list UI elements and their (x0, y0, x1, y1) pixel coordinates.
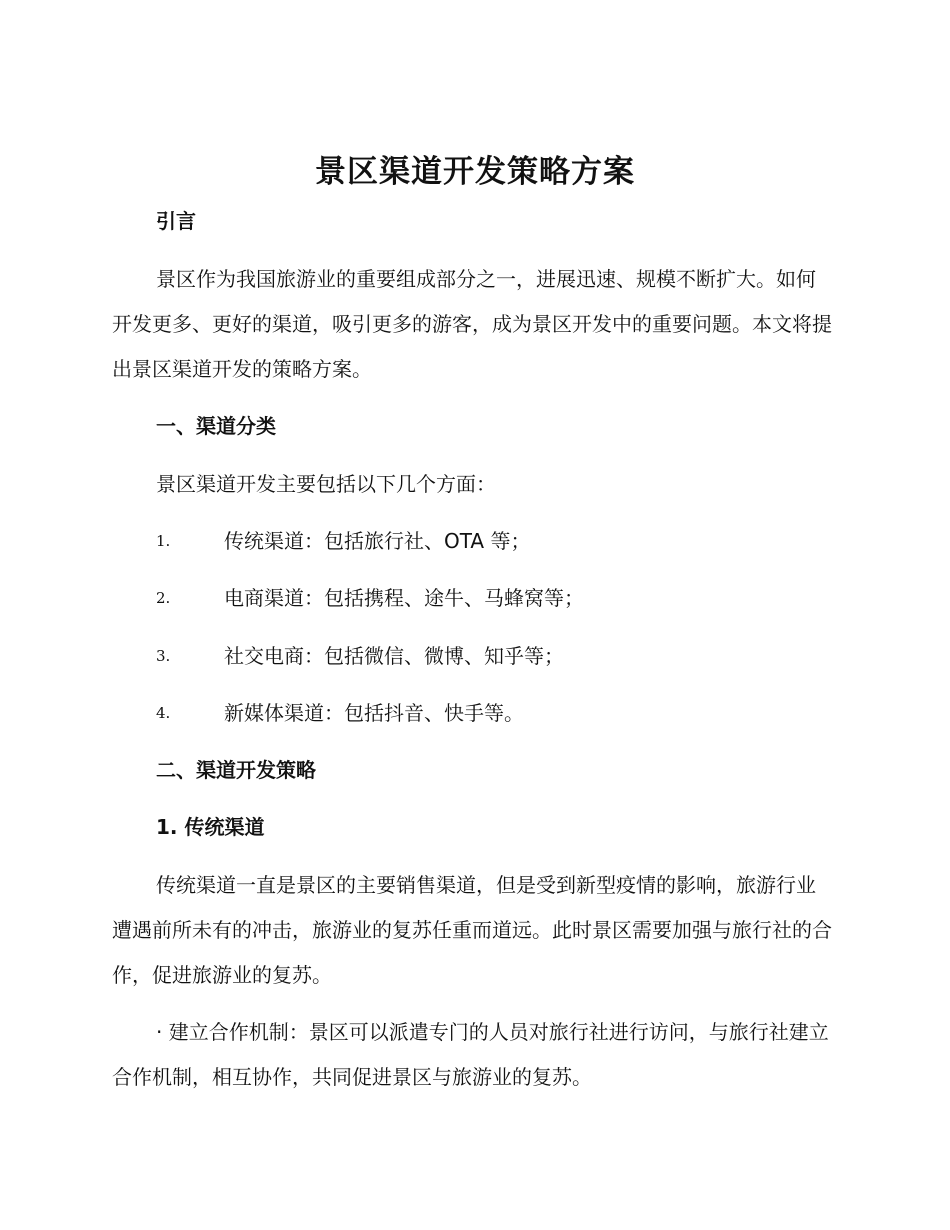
list-number: 1. (156, 532, 171, 550)
list-number: 3. (156, 647, 171, 665)
bullet-paragraph: · 建立合作机制：景区可以派遣专门的人员对旅行社进行访问，与旅行社建立合作机制，相互协作，共同促进景区与旅游业的复苏。 (112, 1020, 829, 1089)
section1-lead: 景区渠道开发主要包括以下几个方面： (156, 472, 496, 496)
list-text: 社交电商：包括微信、微博、知乎等； (224, 644, 564, 668)
document-title: 景区渠道开发策略方案 (315, 154, 635, 190)
section1-heading: 一、渠道分类 (156, 414, 276, 438)
list-number: 2. (156, 589, 171, 607)
list-text: 电商渠道：包括携程、途牛、马蜂窝等； (224, 586, 584, 610)
list-number: 4. (156, 704, 171, 722)
section2-heading: 二、渠道开发策略 (156, 758, 316, 782)
list-text: 新媒体渠道：包括抖音、快手等。 (224, 701, 524, 725)
subsection1-heading: 1. 传统渠道 (156, 815, 265, 839)
intro-paragraph: 景区作为我国旅游业的重要组成部分之一，进展迅速、规模不断扩大。如何开发更多、更好的渠道，吸引更多的游客，成为景区开发中的重要问题。本文将提出景区渠道开发的策略方案。 (112, 267, 832, 381)
intro-heading: 引言 (156, 209, 196, 233)
subsection1-paragraph: 传统渠道一直是景区的主要销售渠道，但是受到新型疫情的影响，旅游行业遭遇前所未有的冲击，旅游业的复苏任重而道远。此时景区需要加强与旅行社的合作，促进旅游业的复苏。 (112, 873, 832, 987)
list-text: 传统渠道：包括旅行社、OTA 等； (224, 529, 531, 553)
